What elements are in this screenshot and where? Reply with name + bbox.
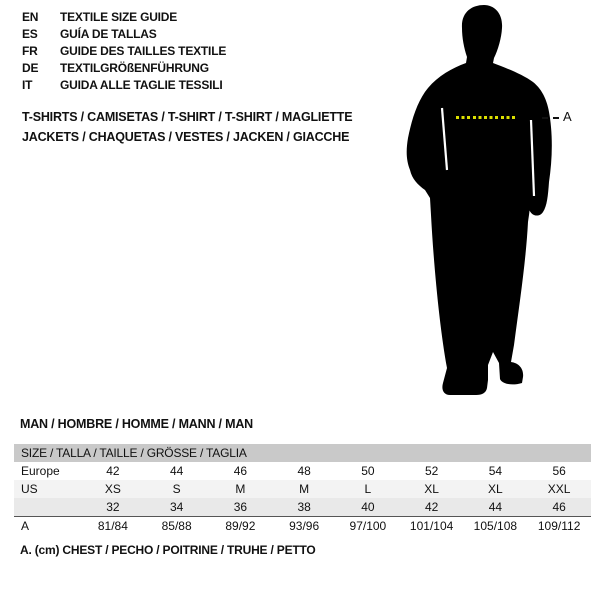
table-cell: 40	[361, 500, 375, 514]
table-cell: XL	[424, 482, 439, 496]
table-cell: XXL	[547, 482, 571, 496]
guide-title: GUIDE DES TAILLES TEXTILE	[60, 43, 227, 58]
table-cell: 52	[424, 464, 439, 478]
measurement-footnote: A. (cm) CHEST / PECHO / POITRINE / TRUHE / PETTO	[20, 543, 316, 557]
table-row-a-chest	[14, 516, 591, 535]
table-cell: 97/100	[349, 519, 387, 533]
language-code: IT	[22, 77, 33, 92]
category-jackets: JACKETS / CHAQUETAS / VESTES / JACKEN / GIACCHE	[22, 130, 350, 144]
language-title-list	[22, 8, 226, 93]
guide-title: GUÍA DE TALLAS	[60, 26, 157, 41]
table-cell: 38	[297, 500, 311, 514]
row-label: Europe	[21, 464, 60, 478]
row-label: A	[21, 519, 30, 533]
table-cell: 101/104	[409, 519, 454, 533]
language-row	[22, 25, 226, 42]
table-cell: 46	[552, 500, 566, 514]
table-cell: M	[299, 482, 310, 496]
table-row-us	[14, 480, 591, 498]
language-code: EN	[22, 9, 39, 24]
man-silhouette	[400, 0, 580, 400]
table-cell: 89/92	[225, 519, 256, 533]
measure-label-a: A	[563, 109, 572, 124]
man-silhouette-svg	[400, 0, 580, 400]
language-code: ES	[22, 26, 38, 41]
category-tshirts: T-SHIRTS / CAMISETAS / T-SHIRT / T-SHIRT / MAGLIETTE	[22, 110, 353, 124]
language-code: FR	[22, 43, 38, 58]
guide-title: TEXTILE SIZE GUIDE	[60, 9, 178, 24]
category-list	[22, 110, 352, 150]
table-cell: 32	[106, 500, 120, 514]
language-row	[22, 59, 226, 76]
table-cell: 85/88	[161, 519, 192, 533]
table-cell: 48	[297, 464, 311, 478]
table-cell: 54	[488, 464, 503, 478]
chest-measure-dashes	[456, 116, 517, 119]
language-row	[22, 42, 226, 59]
table-cell: 81/84	[97, 519, 128, 533]
language-code: DE	[22, 60, 39, 75]
table-cell: 42	[106, 464, 120, 478]
table-cell: L	[364, 482, 372, 496]
table-cell: 42	[424, 500, 439, 514]
row-label: US	[21, 482, 38, 496]
size-table-header: SIZE / TALLA / TAILLE / GRÖSSE / TAGLIA	[14, 444, 591, 462]
section-title-man: MAN / HOMBRE / HOMME / MANN / MAN	[20, 417, 253, 431]
measure-leader-dashes	[542, 117, 559, 119]
table-cell: M	[235, 482, 246, 496]
table-cell: 109/112	[537, 519, 581, 533]
guide-title: TEXTILGRÖßENFÜHRUNG	[60, 60, 209, 75]
table-row-europe	[14, 462, 591, 480]
language-row	[22, 8, 226, 25]
guide-title: GUIDA ALLE TAGLIE TESSILI	[60, 77, 223, 92]
row-label	[14, 498, 81, 516]
table-cell: 44	[169, 464, 184, 478]
table-cell: 56	[552, 464, 566, 478]
table-cell: 34	[169, 500, 184, 514]
language-row	[22, 76, 226, 93]
table-row-numeric	[14, 498, 591, 516]
table-cell: XL	[488, 482, 503, 496]
table-cell: 50	[361, 464, 375, 478]
table-cell: 44	[488, 500, 503, 514]
table-cell: 93/96	[289, 519, 320, 533]
table-cell: 36	[233, 500, 248, 514]
table-cell: XS	[104, 482, 121, 496]
table-cell: S	[172, 482, 181, 496]
table-cell: 105/108	[473, 519, 518, 533]
table-cell: 46	[233, 464, 248, 478]
size-table	[14, 444, 591, 535]
